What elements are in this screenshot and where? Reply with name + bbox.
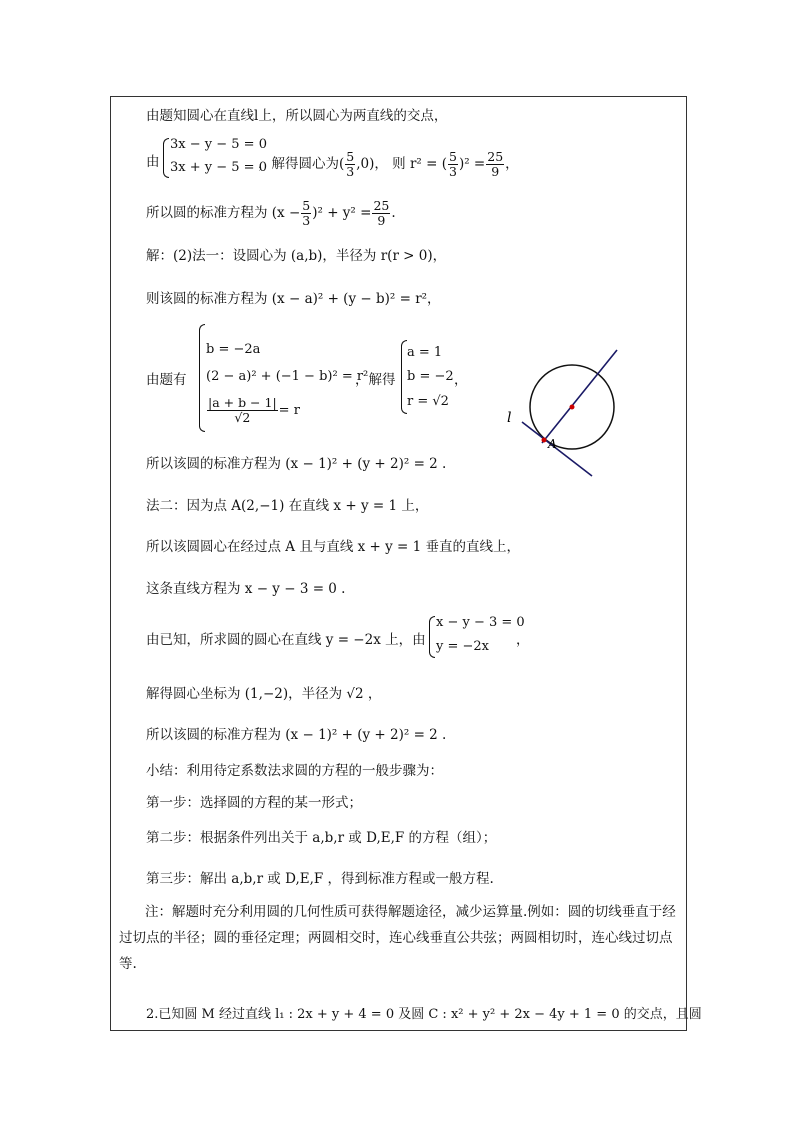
text-line-4: 解：(2)法一：设圆心为 (a,b)，半径为 r(r > 0)， [146,248,447,264]
text-line-6-mid: ，解得 [355,372,396,388]
circle-tangent-figure [500,340,640,490]
system2-eq1: b = −2a [206,342,261,357]
system1-eq1: 3x − y − 5 = 0 [170,137,267,152]
fraction-5-3-b: $\frac{5}{3}$ [449,149,457,179]
l2-mid: ，解得圆心为( [258,156,345,172]
text-line-3: 所以圆的标准方程为 (x − $\frac{5}{3}$ )² + y² = $\frac{25}{9}$ . [146,198,396,228]
text-line-17: 第三步：解出 a,b,r 或 D,E,F ，得到标准方程或一般方程. [146,871,494,887]
text-line-9: 所以该圆圆心在经过点 A 且与直线 x + y = 1 垂直的直线上， [146,539,521,555]
content-frame [110,96,687,1031]
system4-eq2: y = −2x [436,639,489,654]
brace-system-1 [163,138,169,178]
result-eq1: a = 1 [407,345,443,360]
tangent-point [542,438,547,443]
text-line-6-end: ， [454,372,468,388]
system1-eq2: 3x + y − 5 = 0 [170,160,267,175]
text-line-14: 小结：利用待定系数法求圆的方程的一般步骤为： [146,763,443,779]
text-line-7: 所以该圆的标准方程为 (x − 1)² + (y + 2)² = 2 . [146,456,447,472]
center-point [570,405,575,410]
brace-system-2 [199,324,205,432]
text-line-2-body [258,150,519,179]
radius-line [542,350,617,443]
fraction-25-9: $\frac{25}{9}$ [487,149,504,179]
text-line-16: 第二步：根据条件列出关于 a,b,r 或 D,E,F 的方程（组）； [146,830,497,846]
l2-mid3: )² = [458,156,486,172]
fraction-5-3: $\frac{5}{3}$ [346,149,355,179]
text-line-10: 这条直线方程为 x − y − 3 = 0 . [146,581,346,597]
text-line-11-prefix: 由已知，所求圆的圆心在直线 y = −2x 上，由 [146,632,426,648]
brace-system-4 [429,616,435,658]
text-line-13: 所以该圆的标准方程为 (x − 1)² + (y + 2)² = 2 . [146,727,447,743]
text-line-15: 第一步：选择圆的方程的某一形式； [146,795,362,811]
note-paragraph: 注：解题时充分利用圆的几何性质可获得解题途径，减少运算量.例如：圆的切线垂直于经过切点的半径；圆的垂径定理；两圆相交时，连心线垂直公共弦；两圆相切时，连心线过切点等. [119,904,676,972]
l2-mid2: ,0)， 则 r² = ( [356,156,447,172]
text-line-8: 法二：因为点 A(2,−1) 在直线 x + y = 1 上， [146,498,429,514]
tangent-line [522,422,592,476]
text-line-6-prefix: 由题有 [146,372,187,388]
system2-eq2: (2 − a)² + (−1 − b)² = r² [206,369,369,384]
text-line-5: 则该圆的标准方程为 (x − a)² + (y − b)² = r²， [146,291,441,307]
text-line-11-end: ， [516,632,530,648]
system4-eq1: x − y − 3 = 0 [436,615,525,630]
text-line-18: 2.已知圆 M 经过直线 l₁ : 2x + y + 4 = 0 及圆 C : x² + y² + 2x − 4y + 1 = 0 的交点，且圆 [146,1007,702,1022]
text-line-1: 由题知圆心在直线l上，所以圆心为两直线的交点， [146,108,448,124]
text-line-2-prefix: 由 [146,154,160,170]
point-label: A [548,437,557,451]
l2-end: ， [505,156,519,172]
line-label: l [507,410,512,426]
result-eq3: r = √2 [407,394,449,409]
system2-eq3: $\frac{|a + b - 1|}{√2}$ = r [208,395,300,425]
result-eq2: b = −2 [407,369,454,384]
text-line-12: 解得圆心坐标为 (1,−2)，半径为 √2 ， [146,686,382,702]
